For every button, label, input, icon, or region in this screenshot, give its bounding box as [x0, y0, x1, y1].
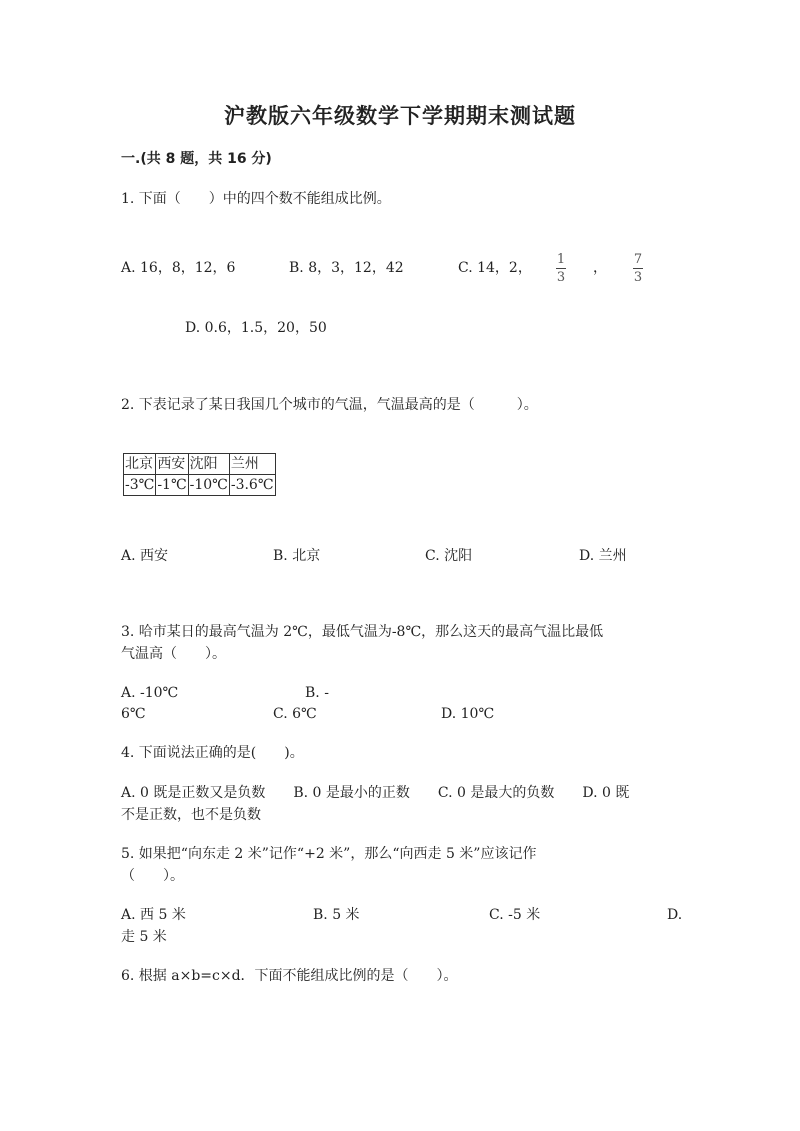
table-row-temperatures — [124, 475, 276, 496]
question-4-options-line-1: A. 0 既是正数又是负数 B. 0 是最小的正数 C. 0 是最大的负数 D. 0 既 — [121, 785, 630, 801]
question-3-stem-line-1: 3. 哈市某日的最高气温为 2℃，最低气温为-8℃，那么这天的最高气温比最低 — [121, 624, 604, 640]
temperature-table — [123, 453, 276, 496]
question-5-option-b: B. 5 米 — [313, 907, 360, 923]
question-1-fraction-seven-thirds — [633, 252, 643, 285]
table-cell-temperature: -3℃ — [124, 475, 156, 496]
fraction-denominator: 3 — [556, 270, 566, 285]
question-1-option-a: A. 16，8，12，6 — [121, 260, 236, 276]
question-1-option-c: C. 14，2， — [458, 260, 532, 276]
table-row-cities — [124, 454, 276, 475]
fraction-numerator: 1 — [556, 252, 566, 267]
question-5-stem-line-1: 5. 如果把“向东走 2 米”记作“+2 米”，那么“向西走 5 米”应该记作 — [121, 846, 537, 862]
question-3-option-b-continued: 6℃ — [121, 706, 146, 722]
question-2-option-d: D. 兰州 — [579, 548, 627, 564]
question-2-option-b: B. 北京 — [273, 548, 321, 564]
question-2-stem: 2. 下表记录了某日我国几个城市的气温，气温最高的是（ ）。 — [121, 397, 538, 413]
question-1-option-b: B. 8，3，12，42 — [289, 260, 404, 276]
question-5-option-c: C. -5 米 — [489, 907, 541, 923]
question-3-stem-line-2: 气温高（ ）。 — [121, 646, 226, 662]
question-3-option-d: D. 10℃ — [441, 706, 495, 722]
fraction-bar — [633, 268, 643, 269]
question-5-option-a: A. 西 5 米 — [121, 907, 186, 923]
question-5-option-d-continued: 走 5 米 — [121, 929, 167, 945]
fraction-numerator: 7 — [633, 252, 643, 267]
page-title: 沪教版六年级数学下学期期末测试题 — [224, 104, 576, 128]
table-cell-city: 沈阳 — [188, 454, 229, 475]
question-3-option-a: A. -10℃ — [121, 685, 179, 701]
table-cell-temperature: -3.6℃ — [229, 475, 275, 496]
question-1-stem: 1. 下面（ ）中的四个数不能组成比例。 — [121, 191, 391, 207]
question-6-stem: 6. 根据 a×b=c×d．下面不能组成比例的是（ ）。 — [121, 968, 458, 984]
table-cell-temperature: -10℃ — [188, 475, 229, 496]
table-cell-city: 北京 — [124, 454, 156, 475]
table-cell-city: 兰州 — [229, 454, 275, 475]
question-1-fraction-one-third — [556, 252, 566, 285]
question-1-separator: ， — [593, 260, 607, 276]
section-heading: 一.(共 8 题，共 16 分) — [121, 151, 272, 167]
question-4-stem: 4. 下面说法正确的是( )。 — [121, 745, 304, 761]
question-2-option-c: C. 沈阳 — [425, 548, 473, 564]
table-cell-city: 西安 — [156, 454, 188, 475]
question-3-option-c: C. 6℃ — [273, 706, 317, 722]
question-4-options-line-2: 不是正数，也不是负数 — [121, 807, 261, 823]
question-1-option-d: D. 0.6，1.5，20，50 — [185, 320, 327, 336]
question-5-stem-line-2: （ ）。 — [121, 868, 184, 884]
table-cell-temperature: -1℃ — [156, 475, 188, 496]
fraction-denominator: 3 — [633, 270, 643, 285]
question-5-option-d: D. — [667, 907, 683, 923]
question-2-option-a: A. 西安 — [121, 548, 169, 564]
fraction-bar — [556, 268, 566, 269]
question-3-option-b: B. - — [305, 685, 329, 701]
